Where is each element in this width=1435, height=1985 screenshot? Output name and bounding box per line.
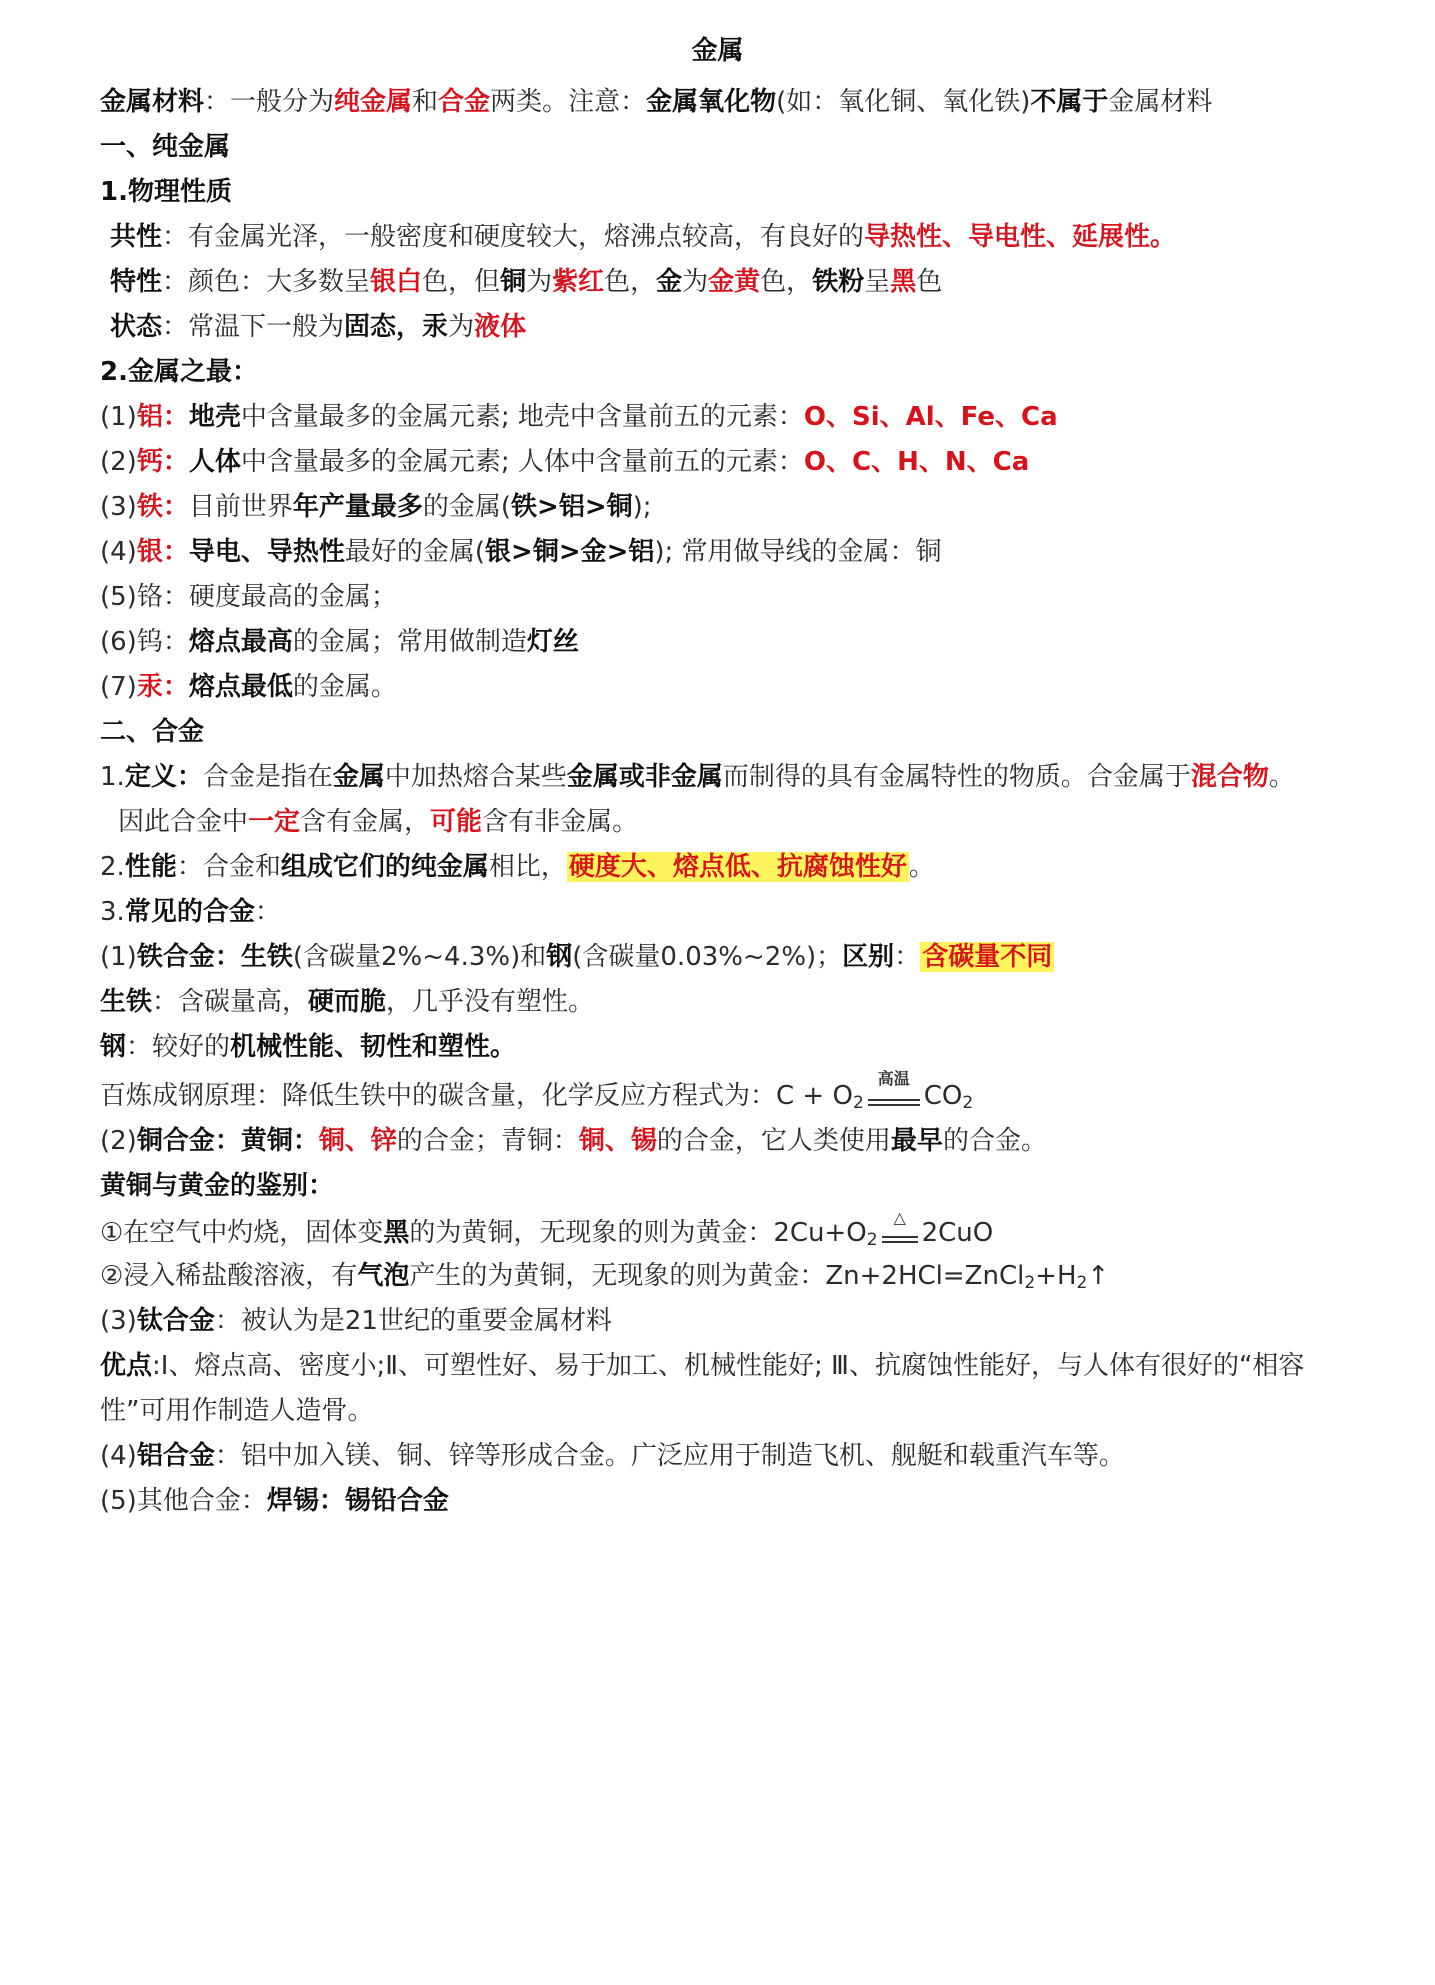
record-item-mercury xyxy=(100,669,1400,705)
text: 。 xyxy=(1268,762,1295,792)
highlighted-difference: 含碳量不同 xyxy=(922,942,1053,972)
text-bold: 黑 xyxy=(383,1218,410,1248)
text-bold: 组成它们的纯金属 xyxy=(280,852,489,882)
text-bold: 焊锡：锡铅合金 xyxy=(266,1486,449,1516)
identification-method-1 xyxy=(100,1207,1400,1258)
text: 而制得的具有金属特性的物质。合金属于 xyxy=(722,762,1191,792)
text-bold: 铝合金 xyxy=(136,1441,215,1471)
titanium-alloy-line xyxy=(100,1303,1400,1339)
subheading-physical-properties xyxy=(100,174,1400,210)
record-item-aluminum xyxy=(100,399,1400,435)
text-bold: 金 xyxy=(656,267,683,297)
text-bold: 硬而脆 xyxy=(308,987,387,1017)
text: (4) xyxy=(100,537,137,567)
text: 的合金。 xyxy=(942,1126,1047,1156)
label: 钢 xyxy=(100,1032,127,1062)
text: 相比， xyxy=(488,852,567,882)
record-item-tungsten xyxy=(100,624,1400,660)
text: ②浸入稀盐酸溶液，有 xyxy=(100,1261,358,1291)
text: (3) xyxy=(100,1306,137,1336)
alloy-definition-line xyxy=(100,759,1400,795)
text: 中加热熔合某些 xyxy=(384,762,567,792)
text: 。 xyxy=(908,852,935,882)
highlight-text: 铜、锌 xyxy=(318,1126,397,1156)
text: (1) xyxy=(100,942,137,972)
text: 的金属。 xyxy=(292,672,397,702)
text-bold: 钢 xyxy=(546,942,573,972)
text: 呈 xyxy=(864,267,891,297)
steelmaking-equation-line xyxy=(100,1068,1400,1121)
text-bold: 地壳 xyxy=(188,402,241,432)
highlight-text: 混合物 xyxy=(1190,762,1269,792)
text: (5)铬：硬度最高的金属； xyxy=(100,582,397,612)
text: (如：氧化铜、氧化铁) xyxy=(776,87,1031,117)
heading-text: 一、纯金属 xyxy=(100,132,231,162)
equal-bar-top xyxy=(868,1099,920,1101)
highlight-pure-metal: 纯金属 xyxy=(334,87,413,117)
text: 2CuO xyxy=(921,1218,994,1248)
highlight-text: 金黄 xyxy=(708,267,761,297)
text: (3) xyxy=(100,492,137,522)
text-bold: 导电、导热性 xyxy=(188,537,345,567)
text-bold: 金属或非金属 xyxy=(566,762,723,792)
text: ：有金属光泽，一般密度和硬度较大，熔沸点较高，有良好的 xyxy=(162,222,865,252)
text: +H xyxy=(1035,1261,1077,1291)
text-bold: 铜 xyxy=(500,267,527,297)
text: ); xyxy=(632,492,652,522)
page-title: 金属 xyxy=(691,36,744,66)
text: ：常温下一般为 xyxy=(162,312,345,342)
common-property-line xyxy=(110,219,1410,255)
label: 特性 xyxy=(110,267,163,297)
reaction-condition-heat xyxy=(880,1207,920,1249)
text: 2. xyxy=(100,852,125,882)
aluminum-alloy-line xyxy=(100,1438,1400,1474)
text: 含有非金属。 xyxy=(482,807,639,837)
subheading-metal-records xyxy=(100,354,1400,390)
text: 为 xyxy=(448,312,475,342)
highlight-text: 液体 xyxy=(474,312,527,342)
identification-method-2 xyxy=(100,1258,1400,1301)
text: 的金属；常用做制造 xyxy=(292,627,527,657)
highlight-alloy: 合金 xyxy=(438,87,491,117)
text: 金属材料 xyxy=(1108,87,1213,117)
equal-bar-bottom xyxy=(882,1241,918,1243)
text: 的金属( xyxy=(422,492,512,522)
text: 色， xyxy=(604,267,657,297)
highlight-text: 可能 xyxy=(430,807,483,837)
text: ：颜色：大多数呈 xyxy=(162,267,371,297)
pig-iron-line xyxy=(100,984,1400,1020)
term-metal-oxide: 金属氧化物 xyxy=(646,87,777,117)
text: 目前世界 xyxy=(188,492,293,522)
text: ： xyxy=(254,897,281,927)
heading-text: 1.物理性质 xyxy=(100,177,232,207)
text: ：一般分为 xyxy=(204,87,335,117)
subheading-common-alloys xyxy=(100,894,1400,930)
text: (含碳量2%~4.3%)和 xyxy=(292,942,547,972)
text: 因此合金中 xyxy=(118,807,249,837)
text: (5)其他合金： xyxy=(100,1486,267,1516)
subscript: 2 xyxy=(1076,1273,1088,1293)
subscript: 2 xyxy=(866,1230,878,1250)
section-heading-alloy xyxy=(100,714,1400,750)
text: (6)钨： xyxy=(100,627,189,657)
text-bold: 固态， xyxy=(344,312,423,342)
text-bold: 汞 xyxy=(422,312,449,342)
text: 中含量最多的金属元素; 地壳中含量前五的元素： xyxy=(240,402,804,432)
text: 为 xyxy=(526,267,553,297)
text-bold: 气泡 xyxy=(357,1261,410,1291)
record-item-silver xyxy=(100,534,1400,570)
highlight-text: 钙： xyxy=(136,447,189,477)
highlight-text: O、Si、Al、Fe、Ca xyxy=(803,402,1058,432)
alloy-properties-line xyxy=(100,849,1400,885)
steel-line xyxy=(100,1029,1400,1065)
text: 的合金，它人类使用 xyxy=(656,1126,891,1156)
text-bold: 铁合金：生铁 xyxy=(136,942,293,972)
text-bold: 熔点最高 xyxy=(188,627,293,657)
text: (4) xyxy=(100,1441,137,1471)
label: 共性 xyxy=(110,222,163,252)
condition-label: 高温 xyxy=(877,1068,910,1088)
text-bold: 最早 xyxy=(890,1126,943,1156)
text: 3. xyxy=(100,897,125,927)
text: 的合金；青铜： xyxy=(396,1126,579,1156)
condition-label: △ xyxy=(893,1207,906,1227)
label: 生铁 xyxy=(100,987,153,1017)
copper-alloy-line xyxy=(100,1123,1400,1159)
text: 中含量最多的金属元素; 人体中含量前五的元素： xyxy=(240,447,804,477)
highlighted-properties: 硬度大、熔点低、抗腐蚀性好 xyxy=(568,852,907,882)
record-item-chromium xyxy=(100,579,1400,615)
text: ： xyxy=(894,942,921,972)
text: 1. xyxy=(100,762,125,792)
text: 两类。注意： xyxy=(490,87,647,117)
text: 合金是指在 xyxy=(202,762,333,792)
text: 和 xyxy=(412,87,439,117)
label: 状态 xyxy=(110,312,163,342)
text-bold: 机械性能、韧性和塑性。 xyxy=(230,1032,517,1062)
text: ); 常用做导线的金属：铜 xyxy=(654,537,942,567)
text: (2) xyxy=(100,1126,137,1156)
text: 百炼成钢原理：降低生铁中的碳含量，化学反应方程式为：C + O xyxy=(100,1081,853,1111)
highlight-text: O、C、H、N、Ca xyxy=(803,447,1030,477)
text: :Ⅰ、熔点高、密度小;Ⅱ、可塑性好、易于加工、机械性能好; Ⅲ、抗腐蚀性能好，与人体有很好的“相容 xyxy=(152,1351,1305,1381)
text: 色，但 xyxy=(422,267,501,297)
section-heading-pure-metal xyxy=(100,129,1400,165)
text: ：较好的 xyxy=(126,1032,231,1062)
special-property-line xyxy=(110,264,1410,300)
text: ①在空气中灼烧，固体变 xyxy=(100,1218,384,1248)
text: 含有金属， xyxy=(300,807,431,837)
heading-text: 二、合金 xyxy=(100,717,205,747)
highlight-text: 导热性、导电性、延展性。 xyxy=(864,222,1177,252)
text-bold: 常见的合金 xyxy=(124,897,255,927)
highlight-text: 汞： xyxy=(136,672,189,702)
text-bold: 性能 xyxy=(124,852,177,882)
heading-text: 2.金属之最： xyxy=(100,357,258,387)
text: ：铝中加入镁、铜、锌等形成合金。广泛应用于制造飞机、舰艇和载重汽车等。 xyxy=(214,1441,1125,1471)
alloy-definition-continued xyxy=(118,804,1418,840)
titanium-advantages-continued xyxy=(100,1393,1400,1429)
subscript: 2 xyxy=(962,1093,974,1113)
highlight-text: 铁： xyxy=(136,492,189,522)
highlight-text: 银： xyxy=(136,537,189,567)
text: CO xyxy=(923,1081,963,1111)
text: 的为黄铜，无现象的则为黄金：2Cu+O xyxy=(409,1218,867,1248)
text: ↑ xyxy=(1087,1261,1110,1291)
text-bold: 定义： xyxy=(124,762,203,792)
highlight-text: 紫红 xyxy=(552,267,605,297)
reaction-condition-high-temp xyxy=(866,1068,922,1112)
highlight-text: 银白 xyxy=(370,267,423,297)
text-bold: 人体 xyxy=(188,447,241,477)
text-bold: 熔点最低 xyxy=(188,672,293,702)
titanium-advantages-line xyxy=(100,1348,1400,1384)
text: 色 xyxy=(916,267,943,297)
iron-alloy-line xyxy=(100,939,1400,975)
text: ：合金和 xyxy=(176,852,281,882)
subheading-brass-gold-identification xyxy=(100,1168,1400,1204)
text-bold: 铁>铝>铜 xyxy=(511,492,633,522)
subscript: 2 xyxy=(1024,1273,1036,1293)
text-bold: 区别 xyxy=(842,942,895,972)
equal-bar-bottom xyxy=(868,1104,920,1106)
subscript: 2 xyxy=(852,1093,864,1113)
record-item-calcium xyxy=(100,444,1400,480)
text: (含碳量0.03%~2%)； xyxy=(572,942,843,972)
highlight-text: 铜、锡 xyxy=(578,1126,657,1156)
text: 最好的金属( xyxy=(344,537,486,567)
text: ：含碳量高， xyxy=(152,987,309,1017)
record-item-iron xyxy=(100,489,1400,525)
text-bold: 年产量最多 xyxy=(292,492,423,522)
text-bold: 铜合金：黄铜： xyxy=(136,1126,319,1156)
text-bold: 金属 xyxy=(332,762,385,792)
text: ，几乎没有塑性。 xyxy=(386,987,595,1017)
highlight-text: 黑 xyxy=(890,267,917,297)
text-bold: 铁粉 xyxy=(812,267,865,297)
text-bold: 灯丝 xyxy=(526,627,579,657)
text: (1) xyxy=(100,402,137,432)
equal-bar-top xyxy=(882,1236,918,1238)
highlight-text: 一定 xyxy=(248,807,301,837)
text: ：被认为是21世纪的重要金属材料 xyxy=(214,1306,612,1336)
heading-text: 黄铜与黄金的鉴别： xyxy=(100,1171,335,1201)
state-line xyxy=(110,309,1410,345)
other-alloys-line xyxy=(100,1483,1400,1519)
text: 色， xyxy=(760,267,813,297)
intro-line xyxy=(100,84,1400,120)
text: 为 xyxy=(682,267,709,297)
highlight-text: 铝： xyxy=(136,402,189,432)
text-bold: 不属于 xyxy=(1030,87,1109,117)
text: 产生的为黄铜，无现象的则为黄金：Zn+2HCl=ZnCl xyxy=(409,1261,1025,1291)
text-bold: 钛合金 xyxy=(136,1306,215,1336)
text: (2) xyxy=(100,447,137,477)
text: 性”可用作制造人造骨。 xyxy=(100,1396,374,1426)
text: (7) xyxy=(100,672,137,702)
label: 优点 xyxy=(100,1351,153,1381)
text-bold: 银>铜>金>铝 xyxy=(485,537,655,567)
term-metal-material: 金属材料 xyxy=(100,87,205,117)
